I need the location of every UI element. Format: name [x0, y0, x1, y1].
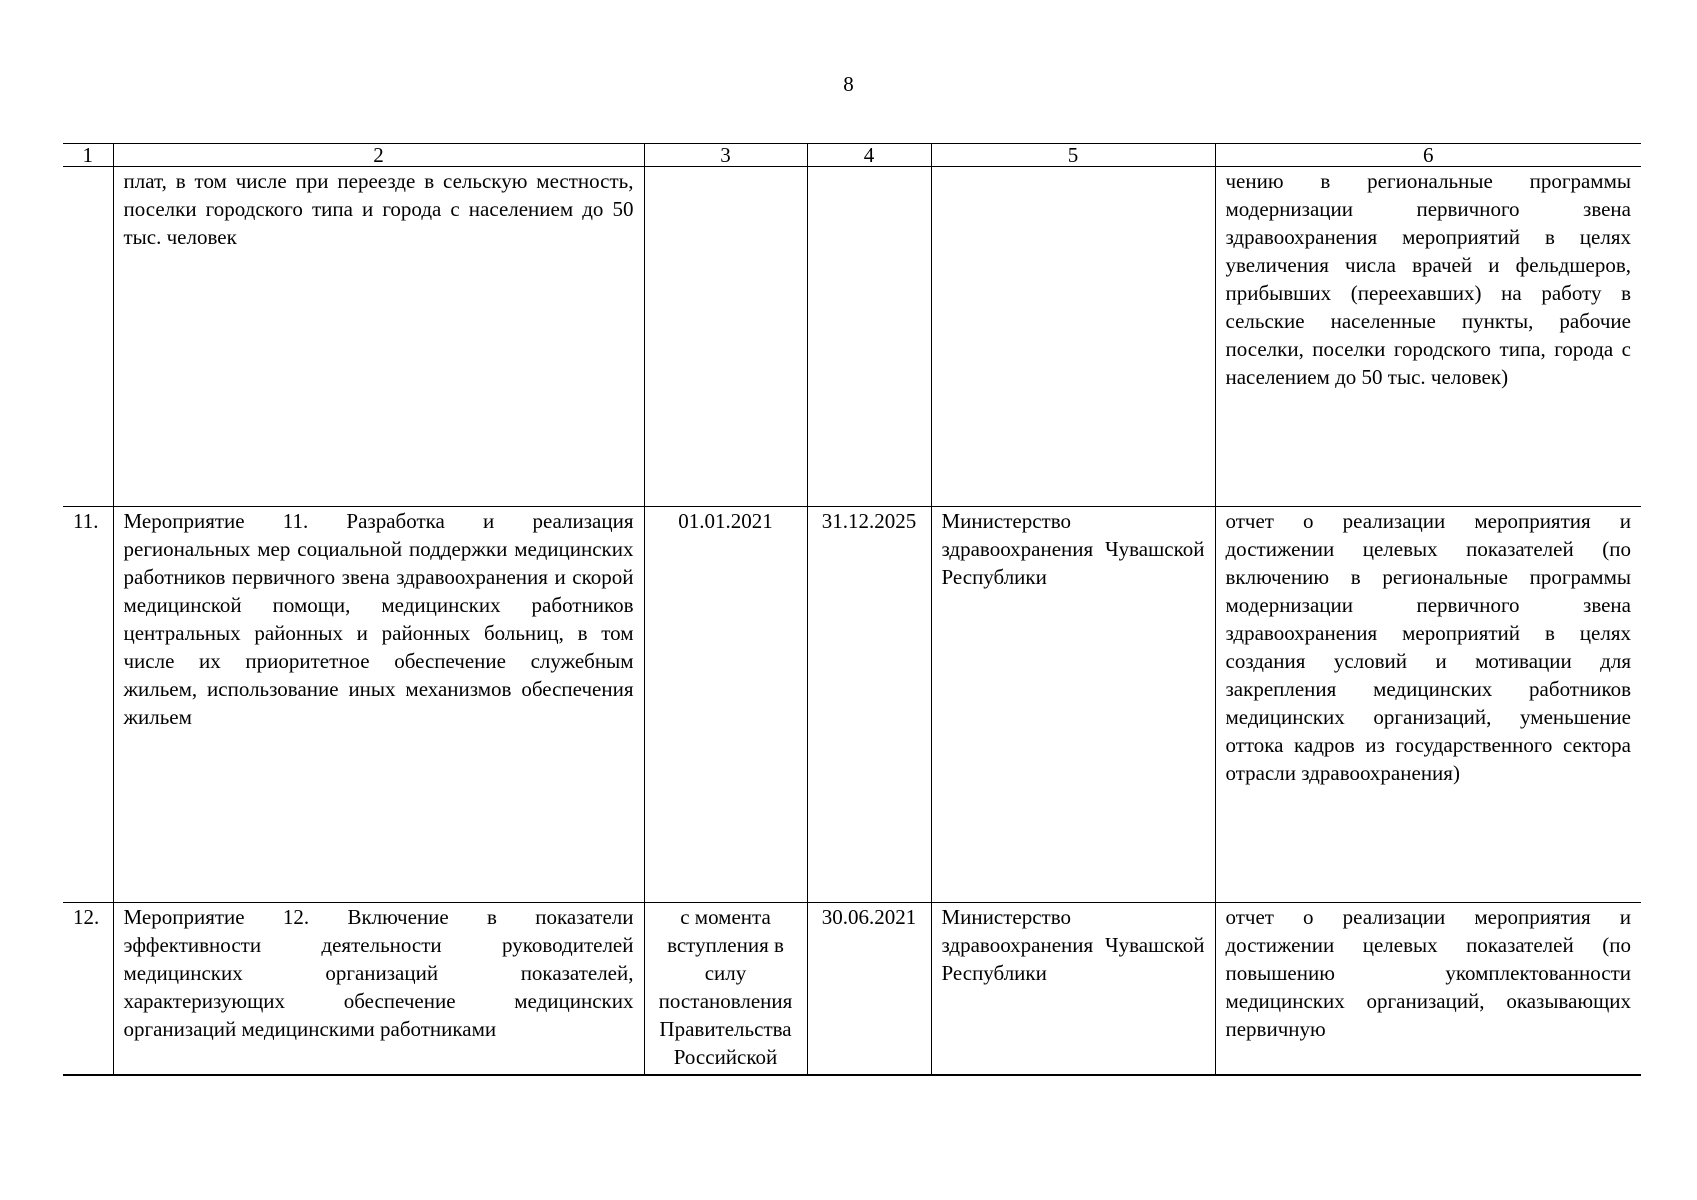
header-col-5: 5: [931, 144, 1215, 167]
start-date-cell: [644, 167, 807, 507]
row-number: 12.: [63, 903, 113, 1075]
activity-cell: Мероприятие 11. Разработка и реализация региональных мер социальной поддержки медицинских работников первичного звена здравоохранения и скорой медицинской помощи, медицинских работников центральных районных и районных больниц, в том числе их приоритетное обеспечение служебным жильем, использование иных механизмов обеспечения жильем: [113, 507, 644, 903]
end-date-cell: 31.12.2025: [807, 507, 931, 903]
result-cell: чению в региональные программы модернизации первичного звена здравоохранения мероприятий в целях увеличения числа врачей и фельдшеров, прибывших (переехавших) на работу в сельские населенные пункты, рабочие поселки, поселки городского типа, города с населением до 50 тыс. человек): [1215, 167, 1641, 507]
table-row: [63, 167, 1641, 507]
executor-cell: [931, 167, 1215, 507]
header-row: [63, 144, 1641, 167]
start-date-cell: 01.01.2021: [644, 507, 807, 903]
table-row: [63, 903, 1641, 1075]
header-col-4: 4: [807, 144, 931, 167]
row-number: [63, 167, 113, 507]
result-cell: отчет о реализации мероприятия и достижении целевых показателей (по включению в региональные программы модернизации первичного звена здравоохранения мероприятий в целях создания условий и мотивации для закрепления медицинских работников медицинских организаций, уменьшение оттока кадров из государственного сектора отрасли здравоохранения): [1215, 507, 1641, 903]
table-header: [63, 144, 1641, 167]
executor-cell: Министерство здравоохранения Чувашской Республики: [931, 507, 1215, 903]
header-col-2: 2: [113, 144, 644, 167]
activities-table: [63, 143, 1641, 1076]
result-cell: отчет о реализации мероприятия и достижении целевых показателей (по повышению укомплектованности медицинских организаций, оказывающих первичную: [1215, 903, 1641, 1075]
page-number: 8: [843, 72, 854, 96]
activity-cell: Мероприятие 12. Включение в показатели эффективности деятельности руководителей медицинских организаций показателей, характеризующих обеспечение медицинских организаций медицинскими работниками: [113, 903, 644, 1075]
executor-cell: Министерство здравоохранения Чувашской Республики: [931, 903, 1215, 1075]
end-date-cell: [807, 167, 931, 507]
end-date-cell: 30.06.2021: [807, 903, 931, 1075]
header-col-6: 6: [1215, 144, 1641, 167]
start-date-cell: с момента вступления в силу постановления Правительства Российской: [644, 903, 807, 1075]
row-number: 11.: [63, 507, 113, 903]
header-col-1: 1: [63, 144, 113, 167]
header-col-3: 3: [644, 144, 807, 167]
table-row: [63, 507, 1641, 903]
activity-cell: плат, в том числе при переезде в сельскую местность, поселки городского типа и города с населением до 50 тыс. человек: [113, 167, 644, 507]
